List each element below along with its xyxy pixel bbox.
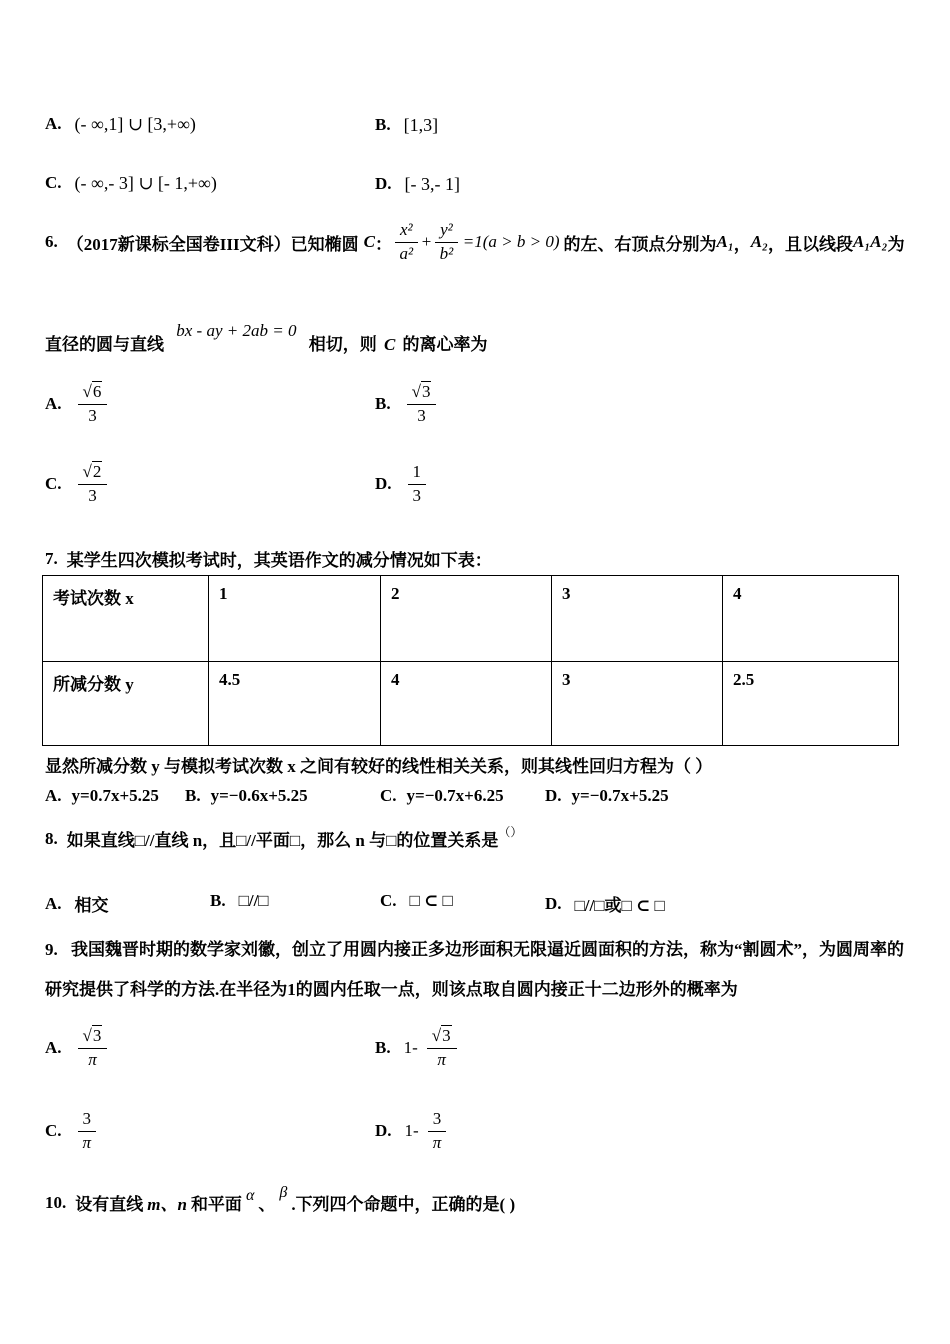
q7-stem <box>45 546 492 571</box>
q6-tail-text: ，且以线段 <box>768 234 854 254</box>
q8-option-a <box>45 891 109 916</box>
option-text: y=0.7x+5.25 <box>71 786 159 805</box>
fraction-denominator: 3 <box>412 486 422 505</box>
q6-option-b <box>375 378 439 430</box>
fraction-denominator: π <box>432 1133 442 1152</box>
fraction-numerator <box>407 382 437 405</box>
ellipse-name: C <box>363 232 375 251</box>
fraction <box>78 1109 97 1154</box>
score-table <box>42 575 899 746</box>
fraction-numerator: 3 <box>428 1109 447 1132</box>
fraction-denominator: a² <box>399 244 414 263</box>
equation-rhs: =1(a > b > 0) <box>462 232 560 251</box>
option-label: A. <box>45 114 62 133</box>
option-formula: [1,3] <box>403 114 439 135</box>
option-label: C. <box>45 173 62 192</box>
q7-conclusion <box>45 752 915 777</box>
segment-a1a2: A₁A₂ <box>853 232 888 251</box>
q5-option-b <box>375 106 438 144</box>
question-number: 7. <box>45 548 58 568</box>
option-label: D. <box>375 1121 392 1140</box>
fraction <box>427 1026 457 1071</box>
sqrt-symbol: √ <box>82 381 92 401</box>
q8-option-d <box>545 891 665 916</box>
q9-stem-text: 我国魏晋时期的数学家刘徽，创立了用圆内接正多边形面积无限逼近圆面积的方法，称为“割圆术”，为圆周率的研究提供了科学的方法.在半径为1的圆内任取一点，则该点取自圆内接正十二边形外的概率为 <box>45 940 904 999</box>
fraction-numerator <box>78 462 108 485</box>
q6-stem-line2 <box>45 321 488 355</box>
q8-stem <box>45 826 522 851</box>
fraction <box>78 462 108 507</box>
q10-post-text: .下列四个命题中，正确的是( ) <box>291 1195 516 1214</box>
option-text: □//□ <box>238 891 269 910</box>
option-label: B. <box>210 891 226 910</box>
q6-line2-lead: 直径的圆与直线 <box>45 335 164 354</box>
table-cell: 4.5 <box>209 662 381 746</box>
q9-stem <box>45 930 907 1010</box>
fraction-denominator: 3 <box>88 486 97 505</box>
separator: 、 <box>258 1195 276 1214</box>
q6-option-d <box>375 458 429 510</box>
option-text: y=−0.7x+5.25 <box>571 786 669 805</box>
radicand: 2 <box>92 461 102 481</box>
q8-option-b <box>210 891 269 911</box>
fraction <box>435 220 458 265</box>
option-label: B. <box>375 115 391 134</box>
option-label: C. <box>45 474 62 493</box>
fraction <box>395 220 418 265</box>
fraction-denominator: π <box>82 1133 92 1152</box>
fraction <box>407 382 437 427</box>
option-text: y=−0.7x+6.25 <box>406 786 504 805</box>
table-cell: 1 <box>209 576 381 662</box>
q7-options <box>45 786 925 810</box>
option-text: y=−0.6x+5.25 <box>210 786 308 805</box>
fraction-numerator <box>427 1026 457 1049</box>
table-cell: 2 <box>381 576 552 662</box>
option-label: C. <box>380 786 397 805</box>
option-prefix: 1- <box>403 1038 418 1057</box>
fraction-denominator: 3 <box>88 406 97 425</box>
q6-line2-tail: 的离心率为 <box>402 335 488 354</box>
option-label: D. <box>375 474 392 493</box>
option-label: D. <box>375 174 392 193</box>
q9-option-a <box>45 1022 110 1074</box>
fraction <box>78 382 108 427</box>
radicand: 3 <box>442 1025 451 1045</box>
fraction-denominator: 3 <box>417 406 426 425</box>
q5-option-c <box>45 162 217 204</box>
tangent-line-equation: bx - ay + 2ab = 0 <box>176 321 297 340</box>
ellipse-name: C <box>383 335 396 354</box>
q5-option-d <box>375 165 460 203</box>
table-cell: 2.5 <box>723 662 899 746</box>
radicand: 3 <box>92 1025 102 1045</box>
sqrt-symbol: √ <box>411 381 421 401</box>
option-text: □ ⊂ □ <box>409 891 453 910</box>
option-label: A. <box>45 893 62 913</box>
comma: ， <box>733 234 751 254</box>
table-cell: 所减分数 y <box>43 662 209 746</box>
option-label: C. <box>45 1121 62 1140</box>
question-number: 8. <box>45 828 58 848</box>
q6-stem-line1 <box>45 214 925 270</box>
option-formula: (- ∞,1] ∪ [3,+∞) <box>74 113 196 134</box>
plus-sign: + <box>420 232 433 251</box>
q6-option-a <box>45 378 110 430</box>
q5-option-a <box>45 103 196 145</box>
fraction-numerator: x² <box>395 220 418 243</box>
radicand: 3 <box>421 381 431 401</box>
fraction <box>78 1026 108 1071</box>
fraction-numerator <box>78 382 108 405</box>
q7-stem-text: 某学生四次模拟考试时，其英语作文的减分情况如下表： <box>66 551 492 570</box>
q8-option-c <box>380 891 453 911</box>
fraction-numerator: 3 <box>78 1109 97 1132</box>
q7-option-d <box>545 786 669 806</box>
option-text: □//□或□ ⊂ □ <box>574 896 665 915</box>
q6-intro-text: （2017新课标全国卷III文科）已知椭圆 <box>66 234 359 254</box>
ellipse-equation <box>392 220 564 265</box>
option-formula: [- 3,- 1] <box>404 173 461 194</box>
sqrt-symbol: √ <box>82 461 92 481</box>
option-label: D. <box>545 786 562 805</box>
q10-pre-text: 设有直线 <box>75 1195 144 1214</box>
q6-tail-text: 的左、右顶点分别为 <box>563 234 717 254</box>
table-cell: 3 <box>552 662 723 746</box>
q9-option-d <box>375 1105 449 1157</box>
option-label: A. <box>45 786 62 805</box>
lines-mn: m、n <box>147 1195 187 1214</box>
sqrt-symbol: √ <box>431 1025 442 1045</box>
radicand: 6 <box>92 381 102 401</box>
option-label: B. <box>375 1038 391 1057</box>
q7-option-b <box>185 786 308 806</box>
option-label: A. <box>45 394 62 413</box>
question-number: 6. <box>45 232 58 251</box>
q10-stem <box>45 1183 516 1215</box>
q8-stem-parens: （） <box>498 825 523 839</box>
q6-line2-mid: 相切，则 <box>308 335 377 354</box>
vertex-a1: A₁ <box>716 232 734 251</box>
option-label: C. <box>380 891 397 910</box>
option-label: B. <box>185 786 201 805</box>
plane-beta: β <box>279 1183 288 1201</box>
option-formula: (- ∞,- 3] ∪ [- 1,+∞) <box>74 172 217 193</box>
q9-option-b <box>375 1022 460 1074</box>
option-prefix: 1- <box>404 1121 419 1140</box>
question-number: 10. <box>45 1192 67 1212</box>
option-label: A. <box>45 1038 62 1057</box>
q6-option-c <box>45 458 110 510</box>
table-row-y <box>43 662 899 746</box>
fraction-numerator: y² <box>435 220 458 243</box>
option-text: 相交 <box>74 896 109 915</box>
table-cell: 4 <box>381 662 552 746</box>
q7-option-c <box>380 786 504 806</box>
fraction-numerator: 1 <box>408 462 427 485</box>
q8-stem-text: 如果直线□//直线 n，且□//平面□，那么 n 与□的位置关系是 <box>66 831 499 850</box>
question-number: 9. <box>45 940 58 959</box>
colon: ： <box>374 234 392 254</box>
fraction-denominator: π <box>437 1050 446 1069</box>
sqrt-symbol: √ <box>82 1025 92 1045</box>
fraction <box>428 1109 447 1154</box>
q8-options <box>45 891 925 915</box>
vertex-a2: A₂ <box>750 232 769 251</box>
fraction <box>408 462 427 507</box>
q9-option-c <box>45 1105 99 1157</box>
table-cell: 考试次数 x <box>43 576 209 662</box>
table-cell: 3 <box>552 576 723 662</box>
q6-tail-text: 为 <box>887 234 905 254</box>
q10-mid-text: 和平面 <box>190 1195 242 1214</box>
q7-option-a <box>45 786 159 806</box>
option-label: B. <box>375 394 391 413</box>
fraction-denominator: b² <box>439 244 454 263</box>
plane-alpha: α <box>245 1186 255 1204</box>
option-label: D. <box>545 893 562 913</box>
fraction-denominator: π <box>88 1050 97 1069</box>
q7-conclusion-text: 显然所减分数 y 与模拟考试次数 x 之间有较好的线性相关关系，则其线性回归方程为（ ） <box>45 757 713 776</box>
table-cell: 4 <box>723 576 899 662</box>
fraction-numerator <box>78 1026 108 1049</box>
table-row-x <box>43 576 899 662</box>
